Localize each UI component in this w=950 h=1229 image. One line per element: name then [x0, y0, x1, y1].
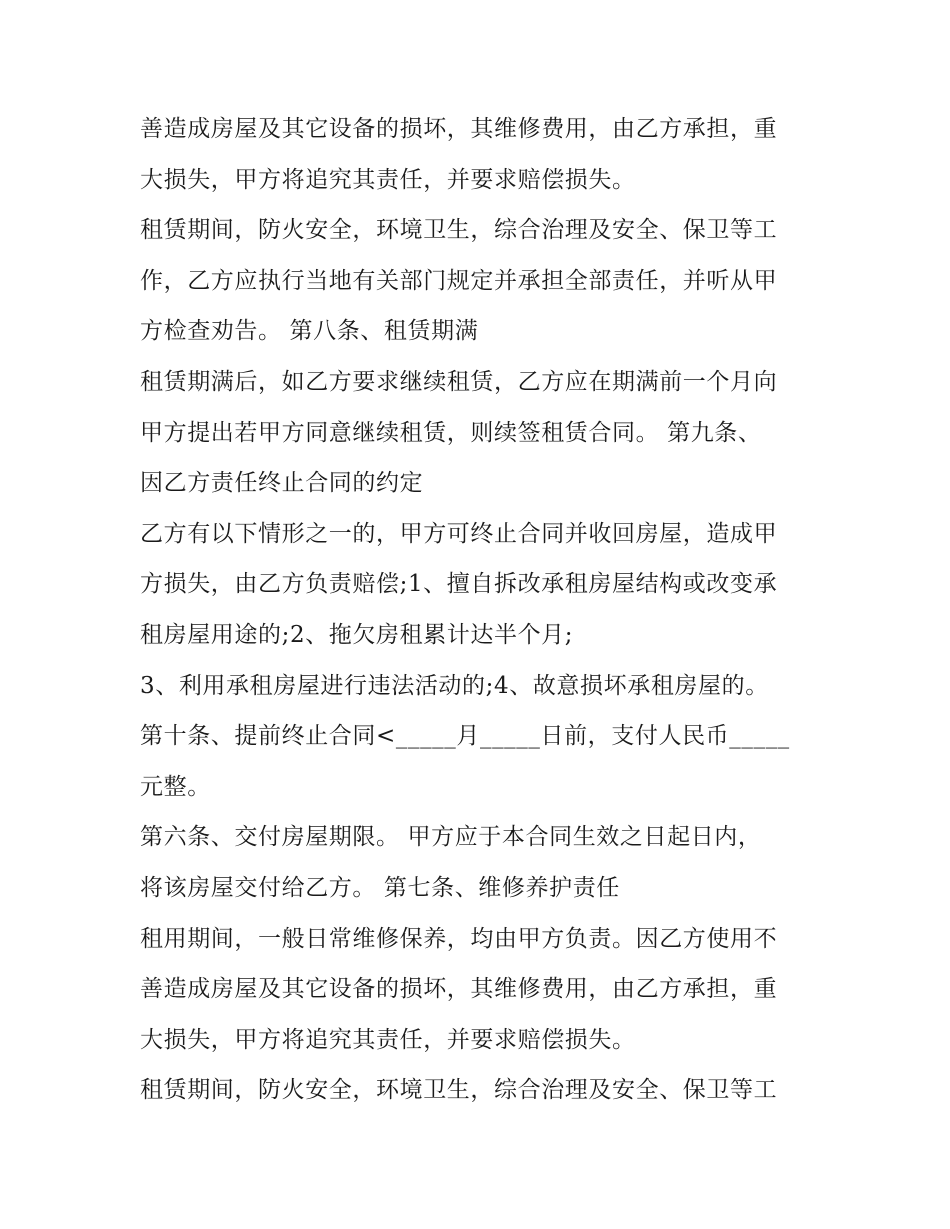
text-line: 甲方提出若甲方同意继续租赁，则续签租赁合同。 第九条、 [140, 419, 762, 446]
document-body [140, 104, 820, 1116]
text-line: 将该房屋交付给乙方。 第七条、维修养护责任 [140, 874, 620, 901]
text-line: 租赁期满后，如乙方要求继续租赁，乙方应在期满前一个月向 [140, 368, 778, 395]
text-line: 第六条、交付房屋期限。 甲方应于本合同生效之日起日内， [140, 824, 762, 851]
text-line: 3、利用承租房屋进行违法活动的;4、故意损坏承租房屋的。 [140, 672, 769, 699]
text-line: 租赁期间，防火安全，环境卫生，综合治理及安全、保卫等工 [140, 1077, 778, 1104]
text-line: 元整。 [140, 773, 211, 800]
text-line: 乙方有以下情形之一的，甲方可终止合同并收回房屋，造成甲 [140, 520, 778, 547]
text-line: 善造成房屋及其它设备的损坏，其维修费用，由乙方承担，重 [140, 976, 778, 1003]
text-line: 大损失，甲方将追究其责任，并要求赔偿损失。 [140, 166, 636, 193]
text-line: 租用期间，一般日常维修保养，均由甲方负责。因乙方使用不 [140, 925, 778, 952]
text-line: 因乙方责任终止合同的约定 [140, 470, 424, 497]
text-line: 方检查劝告。 第八条、租赁期满 [140, 318, 479, 345]
text-line: 善造成房屋及其它设备的损坏，其维修费用，由乙方承担，重 [140, 116, 778, 142]
text-line: 作，乙方应执行当地有关部门规定并承担全部责任，并听从甲 [140, 267, 778, 294]
text-line: 租赁期间，防火安全，环境卫生，综合治理及安全、保卫等工 [140, 217, 778, 244]
text-line: 租房屋用途的;2、拖欠房租累计达半个月; [140, 621, 574, 648]
text-line: 方损失，由乙方负责赔偿;1、擅自拆改承租房屋结构或改变承 [140, 571, 778, 598]
text-line: 第十条、提前终止合同<_____月_____日前，支付人民币_____ [140, 723, 790, 750]
text-line: 大损失，甲方将追究其责任，并要求赔偿损失。 [140, 1026, 636, 1053]
